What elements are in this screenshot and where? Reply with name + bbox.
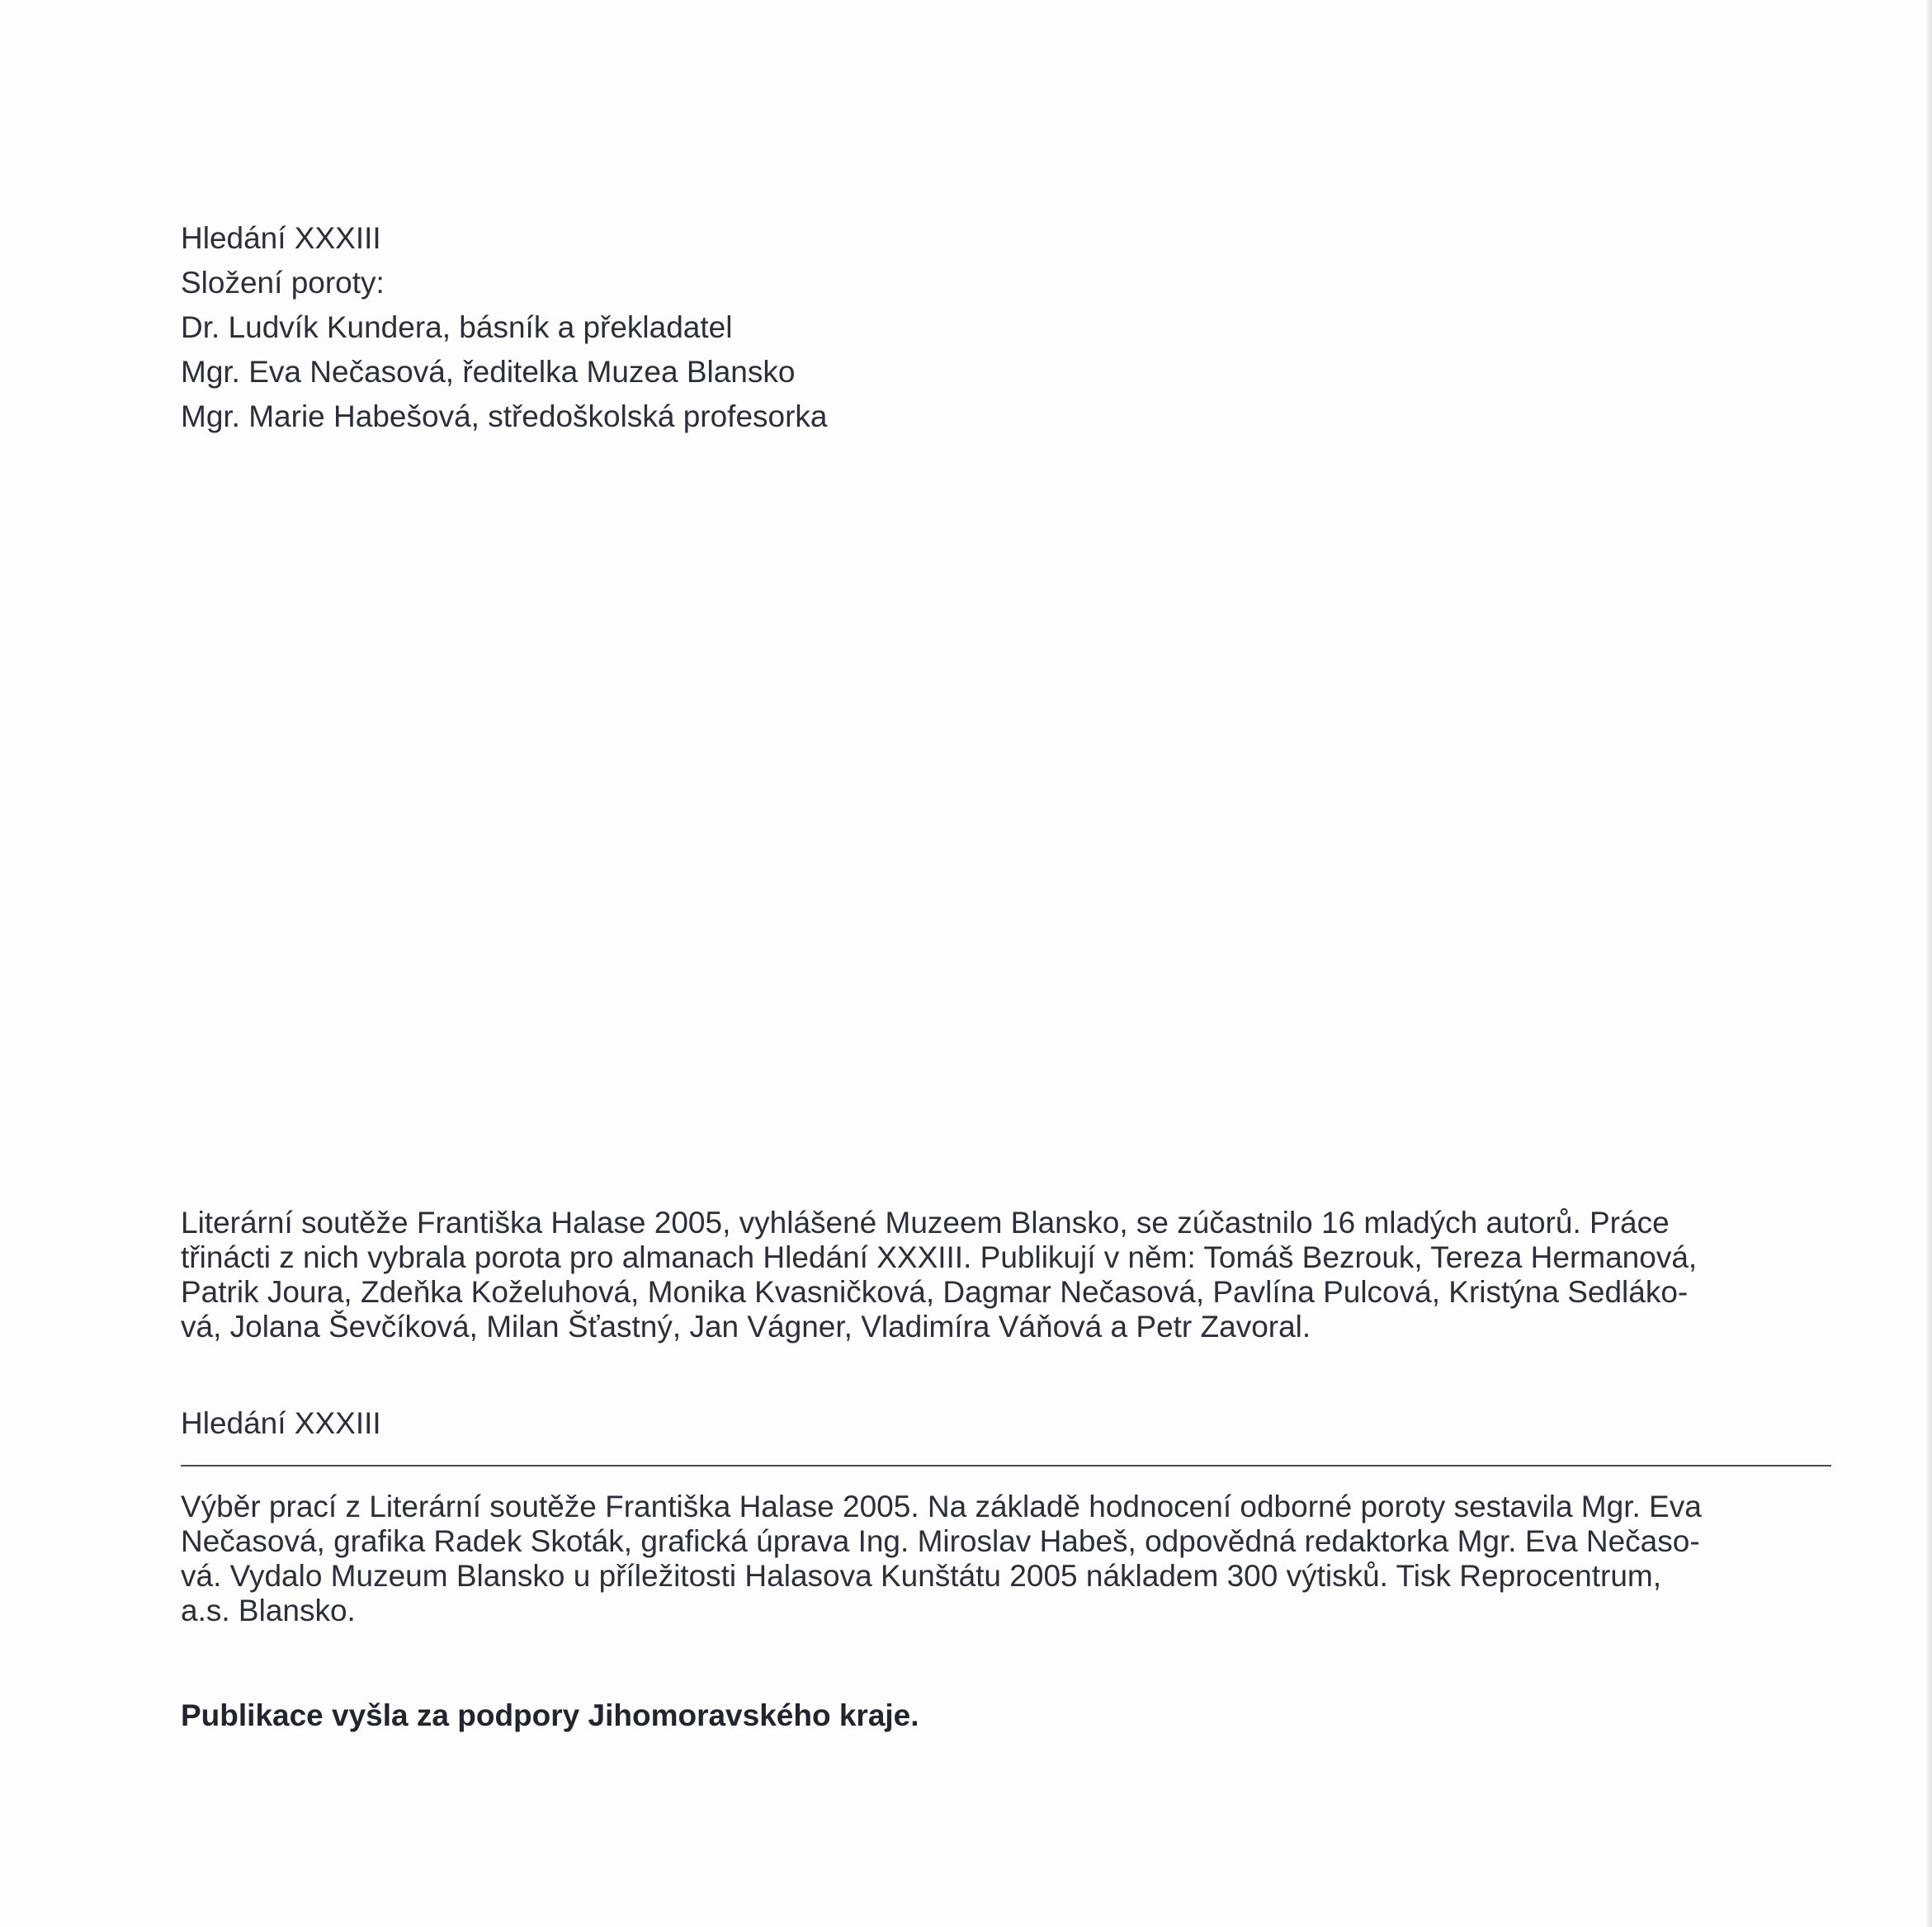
text-line: a.s. Blansko. [181, 1594, 356, 1627]
page-edge-shadow [1927, 0, 1932, 1927]
text-line: vá. Vydalo Muzeum Blansko u příležitosti Halasova Kunštátu 2005 nákladem 300 výtisků. Tisk Reprocentrum, [181, 1559, 1662, 1593]
text-line: Výběr prací z Literární soutěže Františka Halase 2005. Na základě hodnocení odborné poroty sestavila Mgr. Eva [181, 1490, 1702, 1523]
jury-title: Hledání XXXIII [181, 221, 381, 255]
colophon-title: Hledání XXXIII [181, 1406, 381, 1440]
text-line: třinácti z nich vybrala porota pro almanach Hledání XXXIII. Publikují v něm: Tomáš Bezrouk, Tereza Hermanová, [181, 1240, 1698, 1274]
jury-subtitle: Složení poroty: [181, 266, 385, 300]
jury-member: Dr. Ludvík Kundera, básník a překladatel [181, 310, 733, 344]
support-note: Publikace vyšla za podpory Jihomoravského kraje. [181, 1698, 919, 1732]
text-line: Nečasová, grafika Radek Skoták, grafická úprava Ing. Miroslav Habeš, odpovědná redaktorka Mgr. Eva Nečaso- [181, 1524, 1700, 1558]
jury-member: Mgr. Eva Nečasová, ředitelka Muzea Blansko [181, 355, 796, 389]
text-line: Patrik Joura, Zdeňka Koželuhová, Monika Kvasničková, Dagmar Nečasová, Pavlína Pulcová, Kristýna Sedláko- [181, 1275, 1689, 1309]
jury-section [181, 216, 828, 439]
imprint-paragraph [181, 1490, 1831, 1628]
text-line: Literární soutěže Františka Halase 2005, vyhlášené Muzeem Blansko, se zúčastnilo 16 mladých autorů. Práce [181, 1206, 1670, 1240]
horizontal-rule [181, 1465, 1831, 1467]
intro-paragraph [181, 1206, 1831, 1344]
jury-member: Mgr. Marie Habešová, středoškolská profesorka [181, 399, 828, 433]
text-line: vá, Jolana Ševčíková, Milan Šťastný, Jan Vágner, Vladimíra Váňová a Petr Zavoral. [181, 1310, 1311, 1344]
